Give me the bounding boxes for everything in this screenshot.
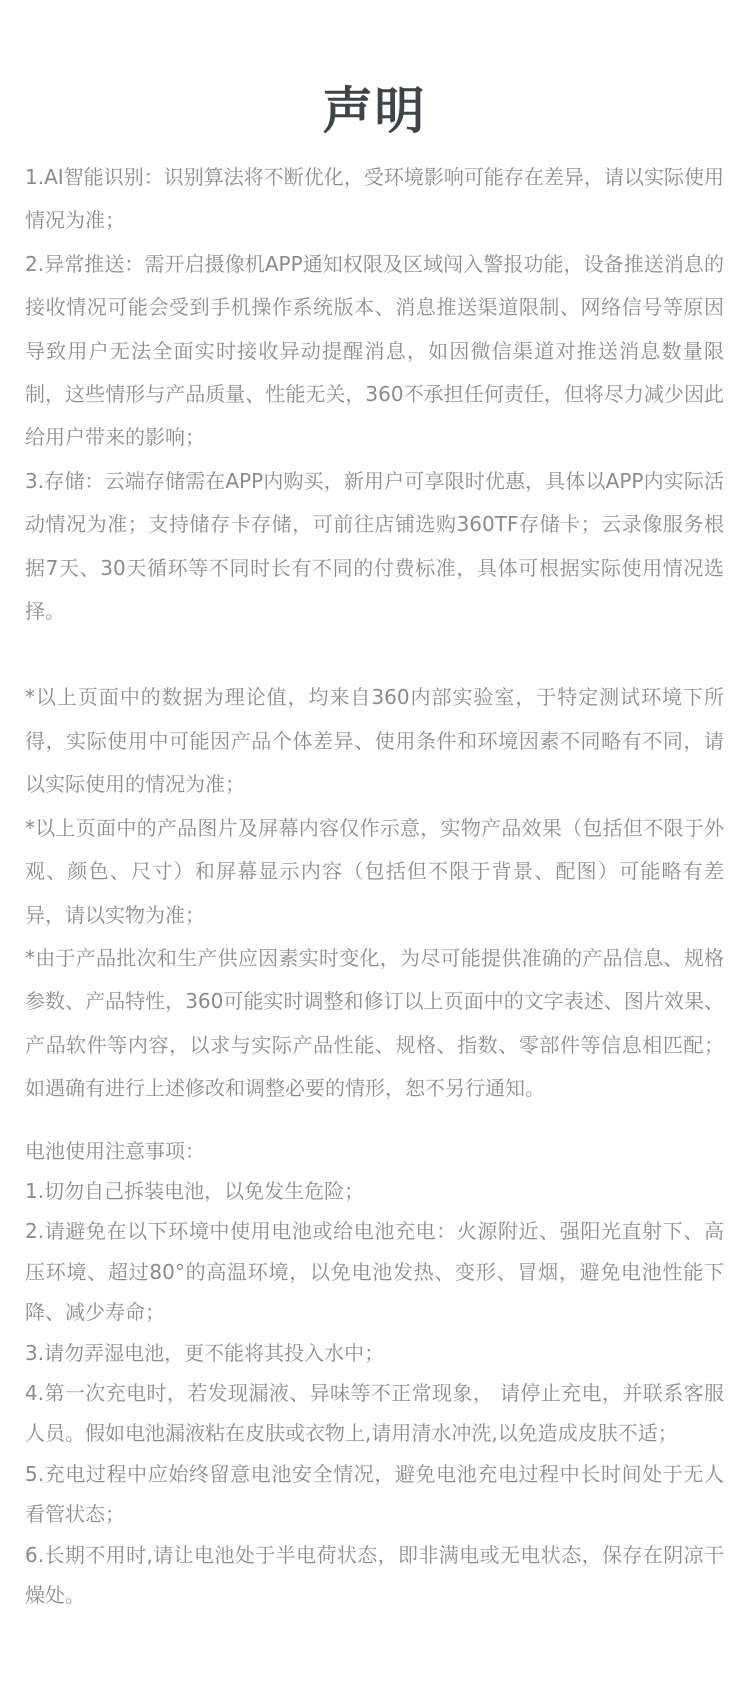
battery-notes-heading: 电池使用注意事项： <box>25 1138 205 1163</box>
data-disclaimer-section <box>25 676 724 1110</box>
note-ai-recognition: 1.AI智能识别：识别算法将不断优化，受环境影响可能存在差异，请以实际使用情况为准； <box>25 165 724 233</box>
disclaimer-lab-data: *以上页面中的数据为理论值，均来自360内部实验室，于特定测试环境下所得，实际使用中可能因产品个体差异、使用条件和环境因素不同略有不同，请以实际使用的情况为准； <box>25 685 724 797</box>
battery-note-5: 5.充电过程中应始终留意电池安全情况，避免电池充电过程中长时间处于无人看管状态； <box>25 1461 724 1527</box>
battery-note-1: 1.切勿自己拆装电池，以免发生危险； <box>25 1178 365 1203</box>
battery-note-4: 4.第一次充电时，若发现漏液、异味等不正常现象， 请停止充电，并联系客服人员。假如电池漏液粘在皮肤或衣物上,请用清水冲洗,以免造成皮肤不适； <box>25 1380 724 1446</box>
page-title: 声明 <box>322 82 427 140</box>
disclaimer-images: *以上页面中的产品图片及屏幕内容仅作示意，实物产品效果（包括但不限于外观、颜色、尺寸）和屏幕显示内容（包括但不限于背景、配图）可能略有差异，请以实物为准； <box>25 815 724 927</box>
battery-note-3: 3.请勿弄湿电池，更不能将其投入水中； <box>25 1340 385 1365</box>
battery-note-2: 2.请避免在以下环境中使用电池或给电池充电：火源附近、强阳光直射下、高压环境、超过80°的高温环境，以免电池发热、变形、冒烟，避免电池性能下降、减少寿命； <box>25 1219 724 1325</box>
note-abnormal-push: 2.异常推送：需开启摄像机APP通知权限及区域闯入警报功能，设备推送消息的接收情况可能会受到手机操作系统版本、消息推送渠道限制、网络信号等原因导致用户无法全面实时接收异动提醒消息，如因微信渠道对推送消息数量限制，这些情形与产品质量、性能无关，360不承担任何责任，但将尽力减少因此给用户带来的影响； <box>25 251 724 450</box>
note-storage: 3.存储：云端存储需在APP内购买，新用户可享限时优惠，具体以APP内实际活动情况为准；支持储存卡存储，可前往店铺选购360TF存储卡；云录像服务根据7天、30天循环等不同时长有不同的付费标准，具体可根据实际使用情况选择。 <box>25 468 724 624</box>
battery-note-6: 6.长期不用时,请让电池处于半电荷状态，即非满电或无电状态，保存在阴凉干燥处。 <box>25 1542 724 1607</box>
disclaimer-revisions: *由于产品批次和生产供应因素实时变化，为尽可能提供准确的产品信息、规格参数、产品特性，360可能实时调整和修订以上页面中的文字表述、图片效果、产品软件等内容，以求与实际产品性能、规格、指数、零部件等信息相匹配；如遇确有进行上述修改和调整必要的情形，恕不另行通知。 <box>25 945 724 1101</box>
feature-notes-section <box>25 156 724 633</box>
battery-notes-section <box>25 1131 724 1616</box>
